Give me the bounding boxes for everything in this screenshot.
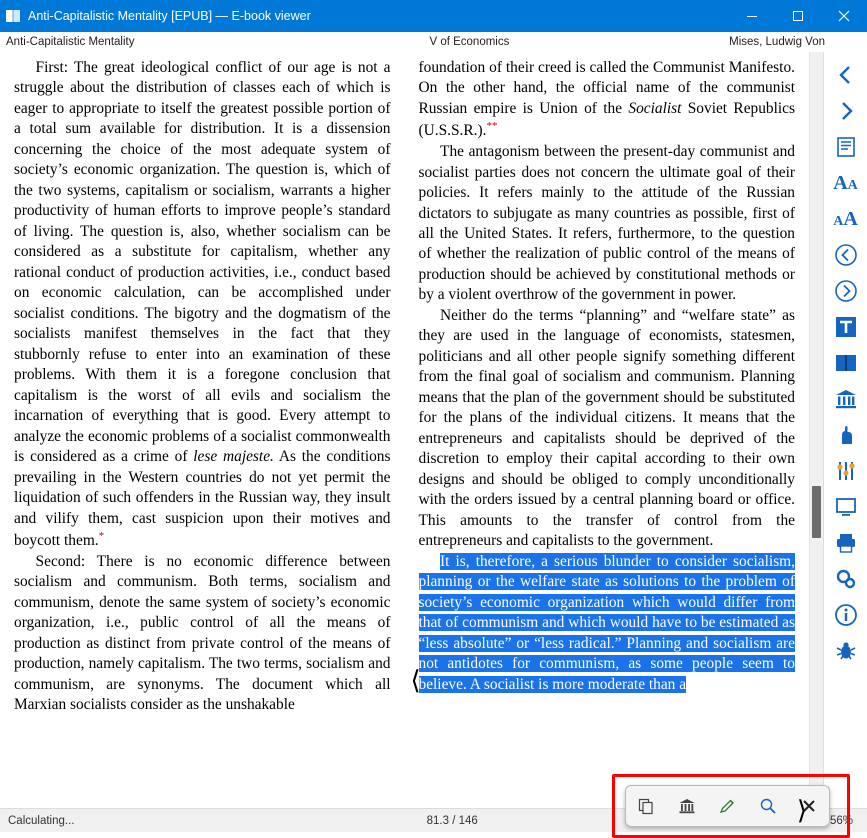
scrollbar-thumb[interactable]: [812, 486, 821, 538]
minimize-button[interactable]: [729, 0, 775, 32]
right-para1-text: foundation of their creed is called the Communist Manifesto. On the other hand, the official name of the communist Russian empire is Union of the: [418, 59, 795, 117]
right-para1-tail: Soviet Republics (U.S.S.R.).: [418, 99, 795, 140]
forward-button[interactable]: [827, 274, 865, 308]
window-title: Anti-Capitalistic Mentality [EPUB] — E-book viewer: [28, 9, 311, 23]
right-paragraph-3: Neither do the terms “planning” and “welfare state” as they are used in the language of economists, statesmen, politicians and all other people signify something different from the final goal of socialism and communism. Planning means that the plan of the government should be substituted for the plans of the individual citizens. It means that the entrepreneurs and capitalists should be deprived of the discretion to employ their capital according to their own designs and should be obliged to comply unconditionally with the orders issued by a central planning board or office. This amounts to the transfer of control from the entrepreneurs and capitalists to the government.: [418, 306, 795, 550]
vertical-scrollbar[interactable]: [809, 52, 823, 808]
footnote-marker[interactable]: *: [98, 530, 105, 543]
selected-text[interactable]: It is, therefore, a serious blunder to consider socialism, planning or the welfare state as solutions to the problem of society’s economic organization which would differ from that of communism and which would have to be estimated as “less absolute” or “less radical.” Planning and socialism are not antidotes for communism, as some people seem to believe. A socialist is more moderate than a: [418, 552, 795, 693]
left-page-column[interactable]: [0, 52, 405, 808]
table-of-contents-button[interactable]: [827, 130, 865, 164]
selection-start-handle[interactable]: ⟨: [410, 666, 421, 695]
increase-font-size-button[interactable]: [827, 166, 865, 200]
fullscreen-button[interactable]: [827, 490, 865, 524]
footnote-marker-double[interactable]: **: [486, 120, 498, 133]
bug-button[interactable]: [827, 634, 865, 668]
highlight-button[interactable]: [827, 418, 865, 452]
back-button[interactable]: [827, 238, 865, 272]
right-paragraph-2: The antagonism between the present-day communist and socialist parties does not concern the ultimate goal of their policies. It refers mainly to the attitude of the Russian dictators to subjugate as many countries as possible, first of all the United States. It refers, furthermore, to the question of whether the realization of public control of the means of production should be achieved by constitutional methods or by a violent overthrow of the government in power.: [418, 143, 795, 304]
scrollbar-track[interactable]: [810, 52, 823, 808]
copy-icon[interactable]: [630, 791, 662, 821]
font-larger-icon: AA: [833, 172, 858, 194]
next-page-button[interactable]: [827, 94, 865, 128]
side-toolbar[interactable]: [823, 52, 867, 808]
progress-percent: 56%: [829, 814, 853, 827]
preferences-sliders-button[interactable]: [827, 454, 865, 488]
right-selected-paragraph[interactable]: [419, 552, 796, 695]
previous-page-button[interactable]: [827, 58, 865, 92]
bank-icon[interactable]: [671, 791, 703, 821]
page-layout-button[interactable]: [827, 346, 865, 380]
title-bar: [0, 0, 867, 32]
page-header: [0, 32, 867, 52]
left-paragraph-2: Second: There is no economic difference between socialism and communism. Both terms, socialism and communism, denote the same system of society’s economic organization, i.e., public control of all the means of production as distinct from private control of the means of production, namely capitalism. The two terms, socialism and communism, are synonyms. The document which all Marxian socialists consider as the unshakable: [14, 552, 391, 714]
pen-icon[interactable]: [711, 791, 743, 821]
left-para1-tail: As the conditions prevailing in the Western countries do not yet permit the liquidation of such offenders in the Russian way, they insult and vilify them, cast suspicion upon their motives and boycott them.: [14, 448, 391, 550]
header-author: Mises, Ludwig Von: [729, 36, 825, 48]
decrease-font-size-button[interactable]: [827, 202, 865, 236]
left-para1-italic: lese majeste.: [193, 448, 274, 466]
text-tool-button[interactable]: [827, 310, 865, 344]
right-para1-italic: Socialist: [628, 99, 682, 117]
status-message: Calculating...: [8, 814, 75, 827]
magnifier-icon[interactable]: [752, 791, 784, 821]
settings-button[interactable]: [827, 562, 865, 596]
library-button[interactable]: [827, 382, 865, 416]
header-section-title: V of Economics: [429, 36, 510, 48]
print-button[interactable]: [827, 526, 865, 560]
left-paragraph-1: [14, 58, 391, 552]
close-button[interactable]: [821, 0, 867, 32]
maximize-button[interactable]: [775, 0, 821, 32]
right-paragraph-1: [419, 58, 796, 142]
page-position[interactable]: 81.3 / 146: [426, 814, 478, 827]
font-smaller-icon: AA: [833, 208, 858, 230]
left-para1-text: First: The great ideological conflict of our age is not a struggle about the distribution of classes each of which is eager to appropriate to itself the greatest possible portion of a total sum available for distribution. It is a dissension concerning the choice of the most adequate system of society’s economic organization. The question is, which of the two systems, capitalism or socialism, warrants a higher productivity of human efforts to improve people’s standard of living. The question is, also, whether socialism can be considered as a substitute for capitalism, whether any rational conduct of production activities, i.e., conduct based on economic calculation, can be accomplished under socialist conditions. The bigotry and the dogmatism of the socialists manifest themselves in the fact that they stubbornly refuse to enter into an examination of these problems. With them it is a foregone conclusion that capitalism is the worst of all evils and socialism the incarnation of everything that is good. Every attempt to analyze the economic problems of a socialist commonwealth is considered as a crime of: [14, 59, 391, 466]
book-icon: [0, 0, 26, 32]
header-book-title: Anti-Capitalistic Mentality: [6, 36, 135, 48]
info-button[interactable]: [827, 598, 865, 632]
selection-end-handle[interactable]: ⟩: [796, 796, 807, 825]
